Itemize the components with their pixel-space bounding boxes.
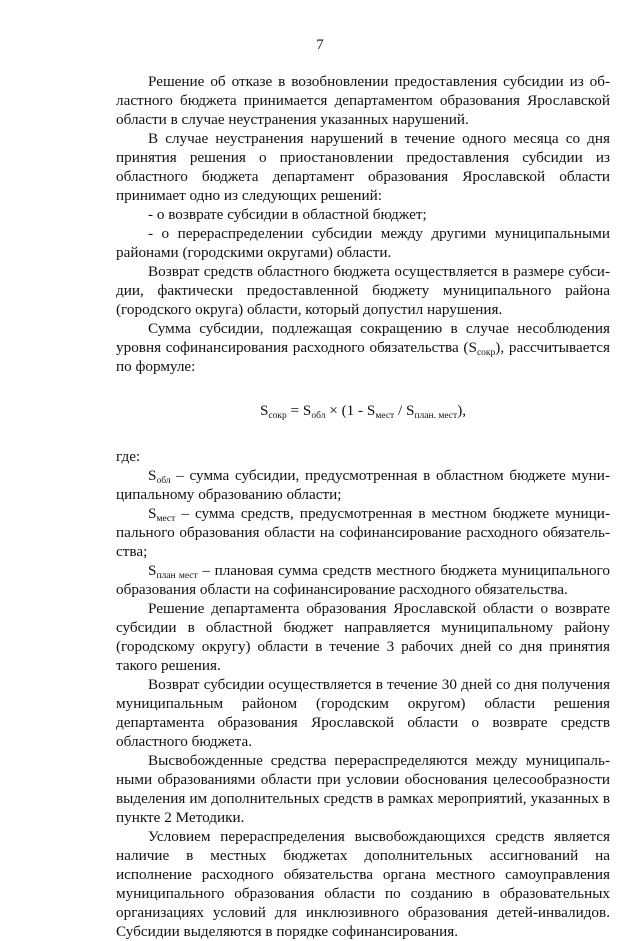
definition-text: – сумма средств, предусмотренная в местном бюджете муниципального образования области на софинансирование расходного обязательства; — [116, 505, 610, 560]
paragraph-released-funds: Высвобожденные средства перераспределяются между муниципальными образованиями области при условии обоснования целесообразности выделения им дополнительных средств в рамках мероприятий, указанных в пункте 2 Методики. — [116, 752, 610, 826]
formula-intro-subscript: сокр — [476, 348, 496, 358]
formula-end: ), — [457, 402, 467, 419]
formula-mid: × (1 - S — [325, 402, 376, 419]
formula-div: / S — [394, 402, 415, 419]
definition-text: – сумма субсидии, предусмотренная в областном бюджете муниципальному образованию области; — [116, 467, 610, 503]
definition-mest — [116, 504, 610, 561]
definition-text: – плановая сумма средств местного бюджета муниципального образования области на софинансирование расходного обязательства. — [116, 562, 610, 598]
formula — [116, 401, 610, 420]
definition-plan-mest — [116, 561, 610, 599]
definition-symbol: S — [148, 505, 157, 522]
list-item-redistribution: - о перераспределении субсидии между другими муниципальными районами (городскими округами) области. — [116, 225, 610, 261]
formula-intro-text: Сумма субсидии, подлежащая сокращению в случае несоблюдения уровня софинансирования расходного обязательства (S — [116, 320, 610, 356]
paragraph-formula-intro — [116, 319, 610, 376]
paragraph-non-elimination: В случае неустранения нарушений в течение одного месяца со дня принятия решения о приостановлении предоставления субсидии из областного бюджета департамент образования Ярославской области принимает одно из следующих решений: — [116, 130, 610, 204]
formula-sub-plan: план. мест — [414, 411, 458, 421]
paragraph-decision-return: Решение департамента образования Ярославской области о возврате субсидии в областной бюджет направляется муниципальному району (городскому округу) области в течение 3 рабочих дней со дня принятия такого решения. — [116, 600, 610, 674]
formula-sub-sokr: сокр — [268, 411, 287, 421]
paragraph-return-amount: Возврат средств областного бюджета осуществляется в размере субсидии, фактически предоставленной бюджету муниципального района (городского округа) области, который допустил нарушения. — [116, 263, 610, 318]
definition-obl — [116, 466, 610, 504]
paragraph-refusal: Решение об отказе в возобновлении предоставления субсидии из областного бюджета принимается департаментом образования Ярославской области в случае неустранения указанных нарушений. — [116, 73, 610, 128]
formula-sub-obl: обл — [311, 411, 326, 421]
page-number: 7 — [316, 37, 324, 53]
list-item-return: - о возврате субсидии в областной бюджет; — [148, 206, 427, 223]
formula-sub-mest: мест — [375, 411, 395, 421]
formula-intro-tail: ), рассчитывается по формуле: — [116, 339, 610, 375]
paragraph-return-period: Возврат субсидии осуществляется в течение 30 дней со дня получения муниципальным районом (городским округом) области решения департамента образования Ярославской области о возврате средств областного бюджета. — [116, 676, 610, 750]
definition-symbol: S — [148, 562, 157, 579]
formula-eq: = S — [286, 402, 312, 419]
formula-s: S — [259, 402, 269, 419]
definition-subscript: план мест — [156, 571, 198, 581]
document-body — [116, 72, 610, 941]
paragraph-redistribution-condition: Условием перераспределения высвобождающихся средств является наличие в местных бюджетах дополнительных ассигнований на исполнение расходного обязательства органа местного самоуправления муниципального образования области по созданию в образовательных организациях условий для инклюзивного образования детей-инвалидов. Субсидии выделяются в порядке софинансирования. — [116, 828, 610, 940]
where-label: где: — [116, 448, 141, 465]
definition-subscript: обл — [156, 476, 171, 486]
definition-symbol: S — [148, 467, 157, 484]
definition-subscript: мест — [156, 514, 176, 524]
